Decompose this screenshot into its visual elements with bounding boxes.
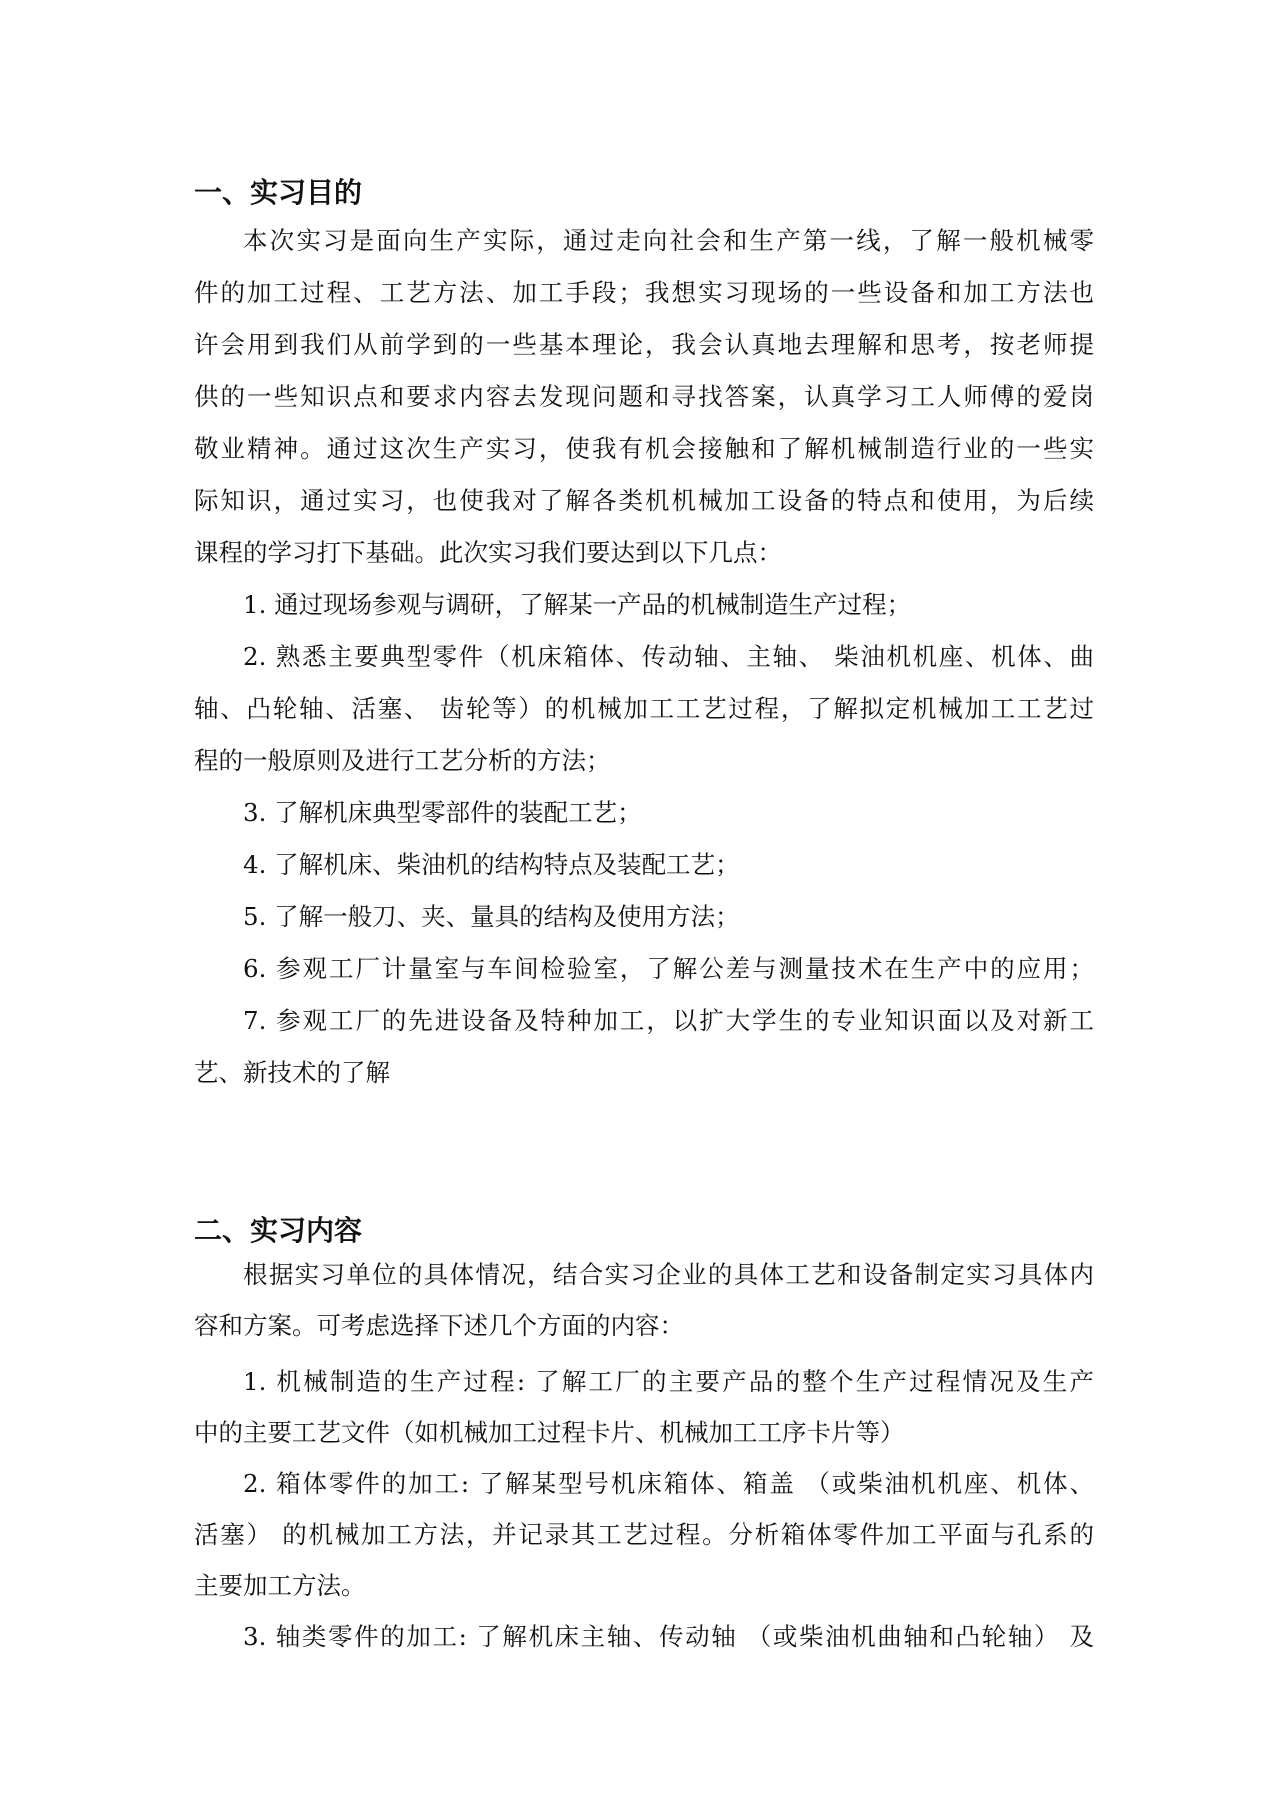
list-item: 2. 箱体零件的加工: 了解某型号机床箱体、箱盖 （或柴油机机座、机体、 (243, 1469, 1094, 1498)
list-item: 4. 了解机床、柴油机的结构特点及装配工艺； (243, 850, 740, 879)
paragraph-line: 根据实习单位的具体情况，结合实习企业的具体工艺和设备制定实习具体内 (243, 1260, 1094, 1289)
paragraph-line: 容和方案。可考虑选择下述几个方面的内容： (194, 1311, 684, 1340)
paragraph-line: 际知识，通过实习，也使我对了解各类机机械加工设备的特点和使用，为后续 (194, 486, 1094, 515)
list-item: 7. 参观工厂的先进设备及特种加工，以扩大学生的专业知识面以及对新工 (243, 1006, 1094, 1035)
list-item: 3. 轴类零件的加工: 了解机床主轴、传动轴 （或柴油机曲轴和凸轮轴） 及 (243, 1622, 1094, 1651)
list-item: 程的一般原则及进行工艺分析的方法； (194, 746, 611, 775)
paragraph-line: 本次实习是面向生产实际，通过走向社会和生产第一线，了解一般机械零 (243, 226, 1094, 255)
list-item: 活塞） 的机械加工方法，并记录其工艺过程。分析箱体零件加工平面与孔系的 (194, 1520, 1094, 1549)
paragraph-line: 许会用到我们从前学到的一些基本理论，我会认真地去理解和思考，按老师提 (194, 330, 1094, 359)
list-item: 2. 熟悉主要典型零件（机床箱体、传动轴、主轴、 柴油机机座、机体、曲 (243, 642, 1094, 671)
section-1-heading: 一、实习目的 (194, 176, 363, 209)
list-item: 轴、凸轮轴、活塞、 齿轮等）的机械加工工艺过程，了解拟定机械加工工艺过 (194, 694, 1094, 723)
paragraph-line: 敬业精神。通过这次生产实习，使我有机会接触和了解机械制造行业的一些实 (194, 434, 1094, 463)
list-item: 艺、新技术的了解 (194, 1058, 390, 1087)
list-item: 1. 机械制造的生产过程: 了解工厂的主要产品的整个生产过程情况及生产 (243, 1367, 1094, 1396)
section-2-heading: 二、实习内容 (194, 1214, 363, 1247)
list-item: 1. 通过现场参观与调研，了解某一产品的机械制造生产过程； (243, 590, 912, 619)
list-item: 6. 参观工厂计量室与车间检验室，了解公差与测量技术在生产中的应用； (243, 954, 1094, 983)
list-item: 中的主要工艺文件（如机械加工过程卡片、机械加工工序卡片等） (194, 1418, 905, 1447)
paragraph-line: 课程的学习打下基础。此次实习我们要达到以下几点： (194, 538, 782, 567)
list-item: 5. 了解一般刀、夹、量具的结构及使用方法； (243, 902, 740, 931)
list-item: 主要加工方法。 (194, 1571, 366, 1600)
paragraph-line: 件的加工过程、工艺方法、加工手段；我想实习现场的一些设备和加工方法也 (194, 278, 1094, 307)
paragraph-line: 供的一些知识点和要求内容去发现问题和寻找答案，认真学习工人师傅的爱岗 (194, 382, 1094, 411)
list-item: 3. 了解机床典型零部件的装配工艺； (243, 798, 642, 827)
